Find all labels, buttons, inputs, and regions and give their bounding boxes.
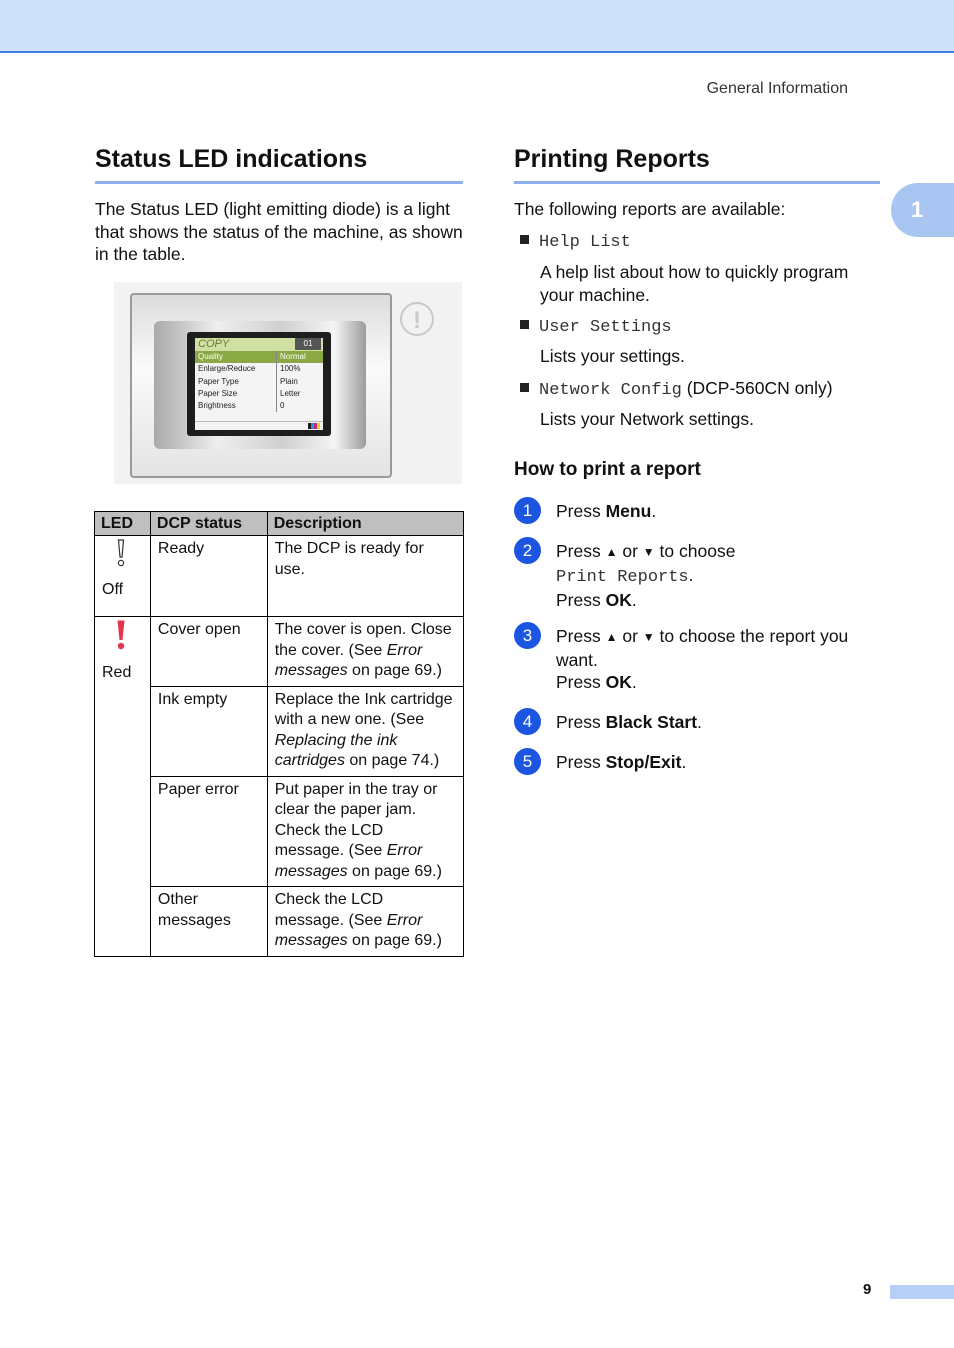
right-column [514, 145, 880, 221]
description-text: Check the LCD message. (See [274, 891, 387, 929]
step-text-part: Press [556, 590, 606, 610]
led-cell-off [95, 536, 151, 617]
report-name: Network Config [539, 381, 682, 400]
step-number-badge: 5 [514, 748, 541, 775]
table-row [95, 887, 464, 957]
step-text-part: Press [556, 626, 606, 646]
footer-band [890, 1285, 954, 1299]
description-text: Put paper in the tray or clear the paper jam. Check the LCD message. (See [274, 780, 438, 859]
report-desc-user: Lists your settings. [540, 346, 685, 366]
bullet-icon [520, 235, 529, 244]
table-row [95, 686, 464, 776]
led-red-label: Red [102, 663, 132, 681]
step-number-badge: 4 [514, 708, 541, 735]
description-text: on page 69.) [347, 862, 442, 880]
report-name: User Settings [539, 318, 672, 337]
step-text-part: . [631, 672, 637, 692]
lcd-row-value: 0 [276, 400, 284, 412]
step-text-part: Press [556, 672, 606, 692]
step-text-part: Press [556, 752, 606, 772]
step-text-part: to choose the report you want. [556, 626, 849, 670]
description-text: on page 69.) [347, 932, 442, 949]
up-arrow-icon: ▲ [605, 545, 618, 559]
description-text: on page 69.) [347, 662, 442, 679]
status-cell: Other messages [150, 887, 267, 957]
description-cell [267, 776, 463, 887]
description-text: The cover is open. Close the cover. (See [274, 621, 452, 659]
down-arrow-icon: ▼ [642, 545, 655, 559]
report-note: (DCP-560CN only) [681, 378, 833, 398]
led-status-table [94, 511, 464, 957]
table-row [95, 776, 464, 887]
section-title-printing-reports: Printing Reports [514, 145, 880, 184]
lcd-mode-bar [195, 338, 323, 351]
lcd-mode-label: COPY [198, 338, 230, 350]
bullet-icon [520, 383, 529, 392]
led-off-label: Off [102, 580, 124, 598]
table-row [95, 536, 464, 617]
step-text-part: Press [556, 501, 606, 521]
cross-reference: Error messages [274, 842, 423, 880]
step-text-part: to choose [654, 541, 736, 561]
key-name: Stop/Exit [605, 752, 682, 772]
lcd-row [195, 351, 323, 363]
left-column [95, 145, 463, 266]
lcd-row-value: Plain [276, 376, 298, 388]
report-name: Help List [539, 233, 631, 252]
lcd-row-key: Quality [198, 352, 223, 361]
menu-option: Print Reports [556, 567, 689, 587]
page-number: 9 [863, 1281, 872, 1298]
led-off-icon [117, 539, 125, 567]
report-desc-help: A help list about how to quickly program your machine. [540, 262, 849, 305]
table-header-row [95, 512, 464, 536]
step-text-part: . [688, 564, 694, 585]
step-text-part: Press [556, 541, 606, 561]
step-text-part: . [631, 590, 637, 610]
lcd-row-key: Brightness [198, 401, 236, 411]
lcd-row [195, 388, 323, 400]
lcd-row [195, 400, 323, 412]
section-title-status-led: Status LED indications [95, 145, 463, 184]
col-header-description: Description [267, 512, 463, 536]
step-number-badge: 2 [514, 537, 541, 564]
step-text [556, 751, 886, 774]
status-cell: Ink empty [150, 686, 267, 776]
led-red-icon [117, 620, 125, 650]
panel-bezel [154, 321, 366, 449]
col-header-led: LED [95, 512, 151, 536]
description-text: on page 74.) [344, 752, 440, 769]
status-cell: Cover open [150, 617, 267, 687]
bullet-icon [520, 320, 529, 329]
description-cell [267, 686, 463, 776]
key-name: OK [605, 672, 632, 692]
lcd-illustration [114, 282, 462, 484]
report-item-user [520, 315, 672, 337]
step-text-part: Press [556, 712, 606, 732]
description-cell [267, 887, 463, 957]
lcd-row [195, 376, 323, 388]
reports-intro: The following reports are available: [514, 199, 786, 219]
step-text [556, 540, 886, 612]
step-text-part: . [681, 752, 687, 772]
header-band [0, 0, 954, 53]
lcd-row-key: Paper Size [198, 388, 238, 398]
lcd-row [195, 363, 323, 375]
lcd-copy-counter: 01 [295, 338, 321, 350]
lcd-row-value: Normal [276, 351, 306, 363]
key-name: Menu [605, 501, 652, 521]
status-cell: Paper error [150, 776, 267, 887]
description-cell: The DCP is ready for use. [267, 536, 463, 617]
up-arrow-icon: ▲ [605, 630, 618, 644]
table-row [95, 617, 464, 687]
lcd-row-key: Enlarge/Reduce [198, 364, 256, 374]
step-text [556, 711, 886, 734]
key-name: OK [605, 590, 632, 610]
cross-reference: Error messages [274, 641, 423, 679]
lcd-footer [195, 421, 323, 430]
subsection-title: How to print a report [514, 459, 701, 480]
step-text-part: . [697, 712, 702, 732]
report-item-help [520, 230, 631, 252]
report-desc-network: Lists your Network settings. [540, 409, 754, 429]
status-led-icon: ! [400, 302, 434, 336]
status-cell: Ready [150, 536, 267, 617]
step-number-badge: 3 [514, 622, 541, 649]
description-cell [267, 617, 463, 687]
lcd-screen [195, 338, 323, 430]
report-item-network [520, 378, 833, 400]
cross-reference: Replacing the ink cartridges [274, 731, 398, 769]
led-cell-red [95, 617, 151, 957]
lcd-row-value: Letter [276, 388, 300, 400]
lcd-display [187, 332, 331, 436]
cross-reference: Error messages [274, 911, 423, 949]
status-led-intro: The Status LED (light emitting diode) is a light that shows the status of the machine, as shown in the table. [95, 199, 463, 264]
lcd-row-key: Paper Type [198, 376, 239, 386]
col-header-status: DCP status [150, 512, 267, 536]
chapter-tab: 1 [891, 183, 954, 237]
running-title: General Information [706, 80, 848, 97]
ink-level-icon [308, 423, 320, 429]
down-arrow-icon: ▼ [642, 630, 655, 644]
description-text: Replace the Ink cartridge with a new one. (See [274, 690, 453, 728]
panel-frame [130, 293, 392, 478]
step-text [556, 625, 886, 694]
step-text [556, 500, 886, 523]
step-number-badge: 1 [514, 497, 541, 524]
step-text-part: or [617, 626, 643, 646]
step-text-part: or [617, 541, 643, 561]
lcd-row-value: 100% [276, 363, 300, 375]
key-name: Black Start [605, 712, 698, 732]
step-text-part: . [651, 501, 657, 521]
